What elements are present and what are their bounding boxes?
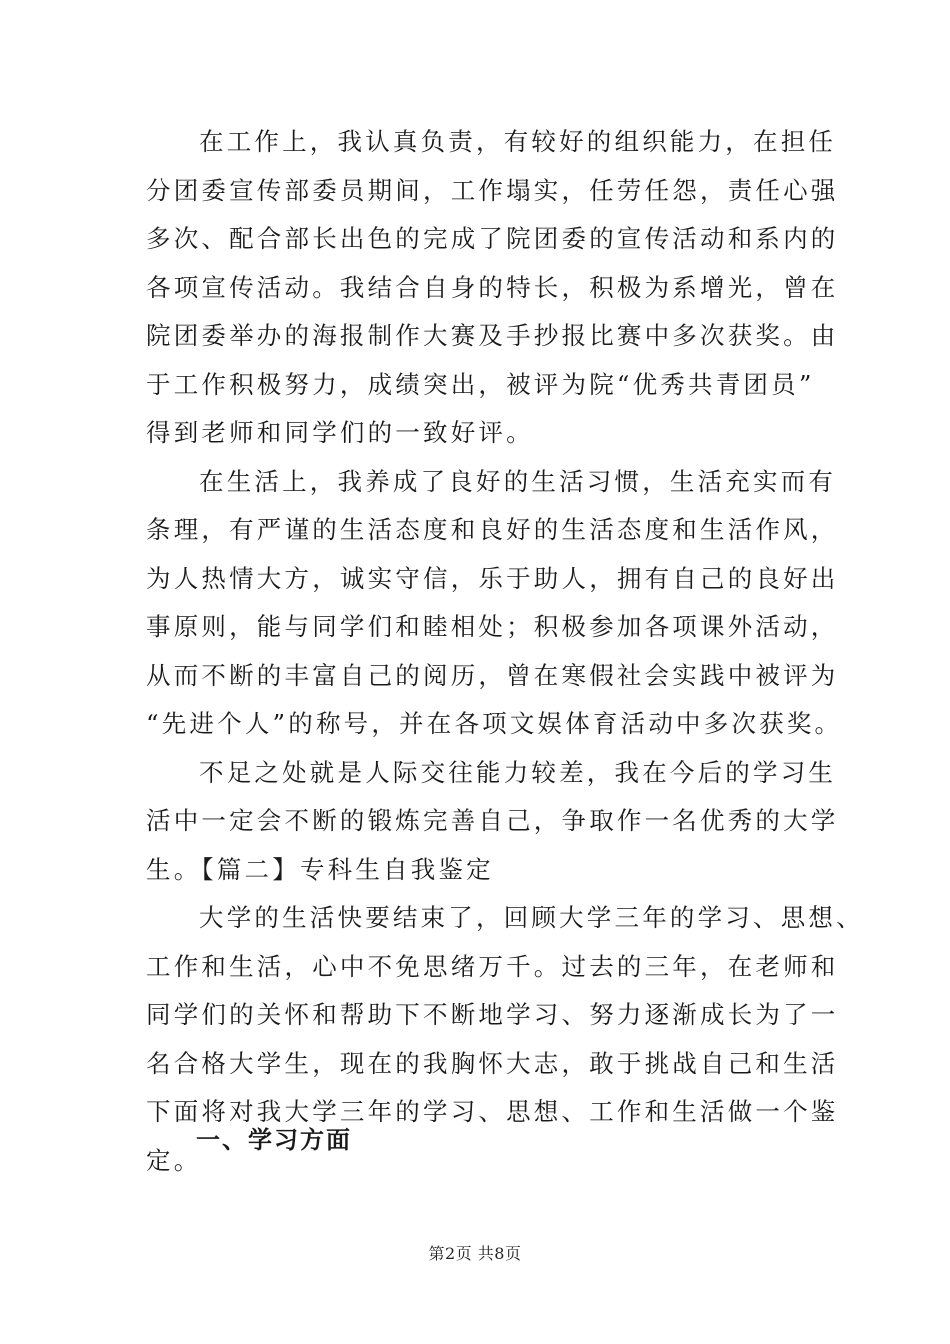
section-heading: 一、学习方面 (196, 1126, 352, 1154)
paragraph-line: 于工作积极努力，成绩突出，被评为院“优秀共青团员” (146, 369, 815, 399)
paragraph-line: 从而不断的丰富自己的阅历，曾在寒假社会实践中被评为 (146, 660, 839, 690)
page-footer: 第2页 共8页 (428, 1244, 522, 1263)
paragraph-line: 院团委举办的海报制作大赛及手抄报比赛中多次获奖。由 (146, 321, 839, 350)
document-body (146, 118, 864, 1185)
paragraph-line: 不足之处就是人际交往能力较差，我在今后的学习生 (199, 757, 837, 787)
paragraph-line: 下面将对我大学三年的学习、思想、工作和生活做一个鉴 (146, 1097, 839, 1126)
paragraph-line: 在生活上，我养成了良好的生活习惯，生活充实而有 (199, 466, 837, 496)
paragraph-line: 分团委宣传部委员期间，工作塌实，任劳任怨，责任心强 (146, 175, 839, 205)
paragraph-line: 条理，有严谨的生活态度和良好的生活态度和生活作风， (146, 515, 839, 544)
paragraph-line: 多次、配合部长出色的完成了院团委的宣传活动和系内的 (146, 224, 839, 253)
paragraph-line: 得到老师和同学们的一致好评。 (146, 418, 534, 447)
paragraph-line: 各项宣传活动。我结合自身的特长，积极为系增光，曾在 (146, 272, 839, 302)
paragraph-line: 生。【篇二】专科生自我鉴定 (146, 854, 494, 884)
paragraph-line: 事原则，能与同学们和睦相处；积极参加各项课外活动， (146, 612, 839, 641)
paragraph-line: 活中一定会不断的锻炼完善自己，争取作一名优秀的大学 (146, 806, 839, 835)
paragraph-line: 在工作上，我认真负责，有较好的组织能力，在担任 (199, 127, 837, 156)
paragraph-line: 同学们的关怀和帮助下不断地学习、努力逐渐成长为了一 (146, 1000, 839, 1029)
paragraph-line: “先进个人”的称号，并在各项文娱体育活动中多次获奖。 (146, 709, 843, 738)
paragraph-line: 名合格大学生，现在的我胸怀大志，敢于挑战自己和生活 (146, 1048, 839, 1078)
paragraph-line: 工作和生活，心中不免思绪万千。过去的三年，在老师和 (146, 951, 839, 981)
paragraph-line: 定。 (146, 1145, 202, 1175)
paragraph-line: 大学的生活快要结束了，回顾大学三年的学习、思想、 (199, 903, 864, 932)
paragraph-line: 为人热情大方，诚实守信，乐于助人，拥有自己的良好出 (146, 563, 839, 593)
